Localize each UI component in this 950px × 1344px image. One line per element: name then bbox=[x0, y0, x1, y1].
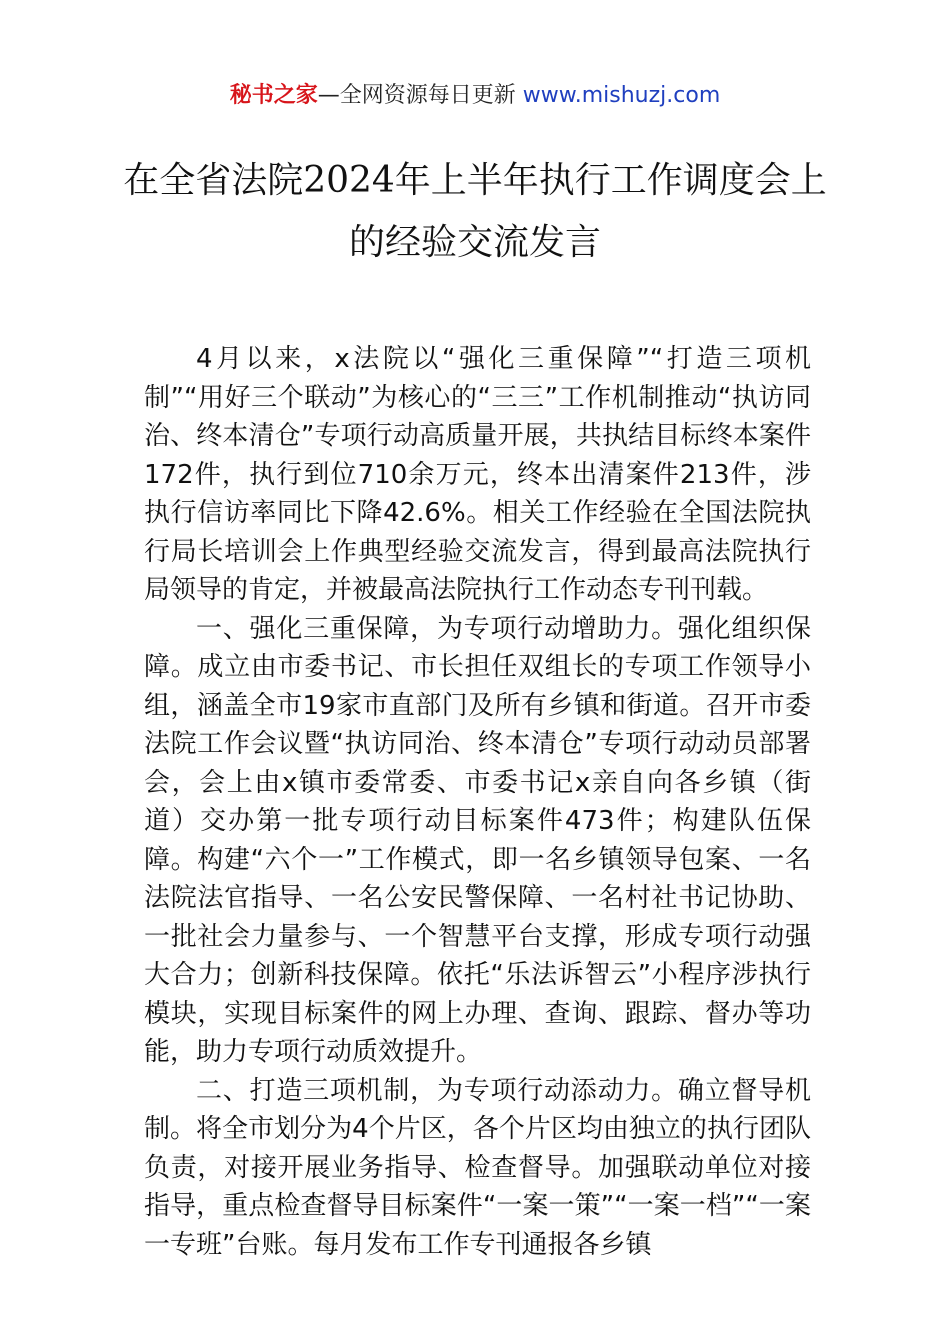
site-brand: 秘书之家 bbox=[229, 83, 318, 108]
paragraph-section-one: 一、强化三重保障，为专项行动增助力。强化组织保障。成立由市委书记、市长担任双组长的专项工作领导小组，涵盖全市19家市直部门及所有乡镇和街道。召开市委法院工作会议暨“执访同治、终本清仓”专项行动动员部署会，会上由x镇市委常委、市委书记x亲自向各乡镇（街道）交办第一批专项行动目标案件473件；构建队伍保障。构建“六个一”工作模式，即一名乡镇领导包案、一名法院法官指导、一名公安民警保障、一名村社书记协助、一批社会力量参与、一个智慧平台支撑，形成专项行动强大合力；创新科技保障。依托“乐法诉智云”小程序涉执行模块，实现目标案件的网上办理、查询、跟踪、督办等功能，助力专项行动质效提升。 bbox=[144, 613, 811, 1067]
site-header bbox=[0, 80, 950, 112]
site-tagline: 全网资源每日更新 bbox=[339, 83, 523, 108]
site-url-link[interactable]: www.mishuzj.com bbox=[522, 83, 721, 108]
document-title: 在全省法院2024年上半年执行工作调度会上的经验交流发言 bbox=[123, 160, 827, 263]
header-dash: — bbox=[317, 83, 340, 108]
paragraph-section-two: 二、打造三项机制，为专项行动添动力。确立督导机制。将全市划分为4个片区，各个片区均由独立的执行团队负责，对接开展业务指导、检查督导。加强联动单位对接指导，重点检查督导目标案件“一案一策”“一案一档”“一案一专班”台账。每月发布工作专刊通报各乡镇 bbox=[144, 1075, 811, 1260]
document-body bbox=[144, 340, 811, 1264]
paragraph-intro: 4月以来，x法院以“强化三重保障”“打造三项机制”“用好三个联动”为核心的“三三”工作机制推动“执访同治、终本清仓”专项行动高质量开展，共执结目标终本案件172件，执行到位710余万元，终本出清案件213件，涉执行信访率同比下降42.6%。相关工作经验在全国法院执行局长培训会上作典型经验交流发言，得到最高法院执行局领导的肯定，并被最高法院执行工作动态专刊刊载。 bbox=[144, 344, 811, 605]
